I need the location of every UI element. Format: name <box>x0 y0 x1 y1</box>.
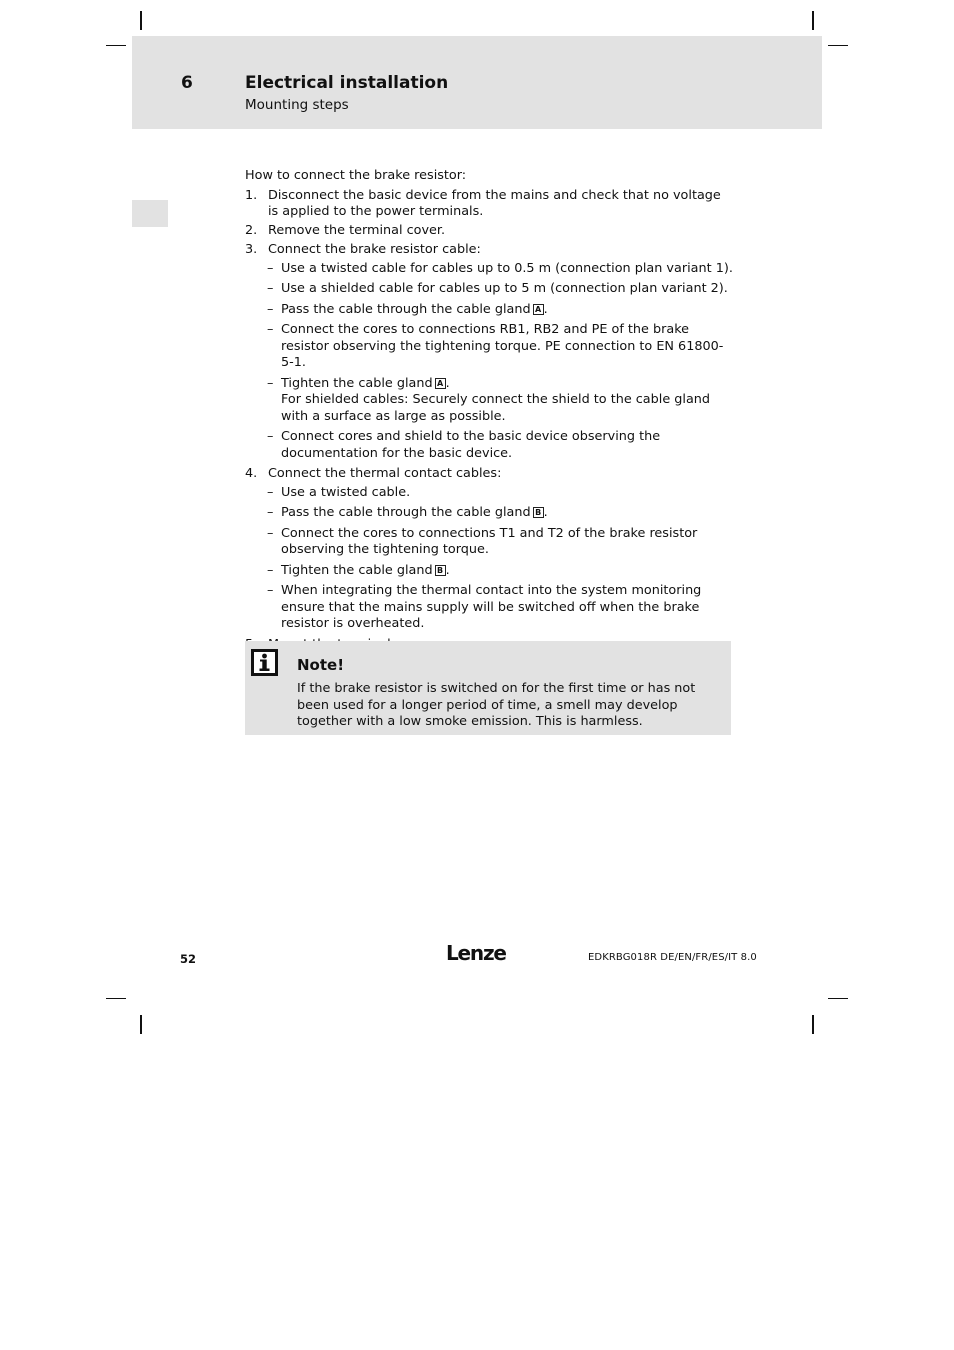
substep-text: Connect the cores to connections RB1, RB2 and PE of the brake resistor observing the tightening torque. PE connection to EN 61800-5-1. <box>281 322 724 370</box>
substep <box>268 563 733 580</box>
dash-bullet: – <box>267 562 274 578</box>
dash-bullet: – <box>267 583 274 598</box>
substep-text: Tighten the cable gland <box>281 375 433 391</box>
substep-text: Connect cores and shield to the basic device observing the documentation for the basic device. <box>281 429 661 461</box>
note-box <box>245 641 731 735</box>
substep <box>268 505 733 522</box>
step-1 <box>245 188 733 221</box>
substep-text: Use a twisted cable for cables up to 0.5 m (connection plan variant 1). <box>281 260 733 276</box>
substep-text: Tighten the cable gland <box>281 562 433 578</box>
instructions <box>245 168 733 656</box>
step-3 <box>245 242 733 462</box>
substep-text: Use a twisted cable. <box>281 484 411 500</box>
step-number: 1. <box>245 187 258 203</box>
crop-mark-bottom-left-vertical <box>140 1015 142 1034</box>
substep-text-end: . <box>445 562 450 578</box>
lenze-logo: Lenze <box>446 941 506 965</box>
substep <box>268 322 733 372</box>
substep <box>268 485 733 502</box>
substep-text: Pass the cable through the cable gland <box>281 301 531 317</box>
crop-mark-bottom-left-horizontal <box>106 998 126 999</box>
dash-bullet: – <box>267 322 274 337</box>
crop-mark-bottom-right-horizontal <box>828 998 848 999</box>
step-text: Remove the terminal cover. <box>268 223 446 238</box>
dash-bullet: – <box>267 505 274 520</box>
substep <box>268 376 733 426</box>
step-4 <box>245 466 733 633</box>
note-title: Note! <box>297 656 345 674</box>
gland-marker-a: A <box>435 378 446 389</box>
page-number: 52 <box>180 952 197 966</box>
substep-list <box>268 261 733 463</box>
info-icon <box>251 649 278 676</box>
substep-text-end: . <box>543 505 548 520</box>
step-list <box>245 188 733 654</box>
thumb-tab <box>132 200 168 227</box>
substep-text-end: . <box>543 301 548 317</box>
crop-mark-top-right-horizontal <box>828 45 848 46</box>
dash-bullet: – <box>267 281 274 296</box>
substep-list <box>268 485 733 633</box>
substep-text: When integrating the thermal contact into the system monitoring ensure that the mains supply will be switched off when the brake resistor is overheated. <box>281 583 702 631</box>
gland-marker-b: B <box>435 565 446 576</box>
dash-bullet: – <box>267 301 274 317</box>
document-id: EDKRBG018R DE/EN/FR/ES/IT 8.0 <box>588 952 757 963</box>
substep-text: Use a shielded cable for cables up to 5 m (connection plan variant 2). <box>281 281 728 296</box>
gland-marker-a: A <box>533 304 544 315</box>
step-2 <box>245 223 733 240</box>
step-number: 4. <box>245 466 258 481</box>
substep <box>268 526 733 559</box>
note-text: If the brake resistor is switched on for the first time or has not been used for a longer period of time, a smell may develop together with a low smoke emission. This is harmless. <box>297 681 696 729</box>
step-text: Disconnect the basic device from the mains and check that no voltage is applied to the power terminals. <box>268 187 721 219</box>
dash-bullet: – <box>267 525 274 541</box>
chapter-number: 6 <box>181 73 193 93</box>
substep-extra-text: For shielded cables: Securely connect the shield to the cable gland with a surface as large as possible. <box>281 392 711 424</box>
step-text: Connect the brake resistor cable: <box>268 242 481 257</box>
crop-mark-top-left-vertical <box>140 11 142 30</box>
dash-bullet: – <box>267 484 274 500</box>
substep-text-end: . <box>445 375 450 391</box>
crop-mark-top-right-vertical <box>812 11 814 30</box>
section-title: Mounting steps <box>245 97 349 113</box>
substep <box>268 583 733 633</box>
crop-mark-bottom-right-vertical <box>812 1015 814 1034</box>
crop-mark-top-left-horizontal <box>106 45 126 46</box>
substep-text: Connect the cores to connections T1 and T2 of the brake resistor observing the tightening torque. <box>281 525 698 557</box>
intro-text: How to connect the brake resistor: <box>245 168 467 183</box>
dash-bullet: – <box>267 429 274 444</box>
substep <box>268 302 733 319</box>
gland-marker-b: B <box>533 507 544 518</box>
step-text: Connect the thermal contact cables: <box>268 466 502 481</box>
chapter-title: Electrical installation <box>245 73 449 93</box>
substep <box>268 281 733 298</box>
substep-text: Pass the cable through the cable gland <box>281 505 531 520</box>
substep <box>268 261 733 278</box>
step-number: 2. <box>245 223 258 238</box>
step-number: 3. <box>245 242 258 257</box>
dash-bullet: – <box>267 260 274 276</box>
chapter-header <box>132 36 822 129</box>
dash-bullet: – <box>267 375 274 391</box>
substep <box>268 429 733 462</box>
